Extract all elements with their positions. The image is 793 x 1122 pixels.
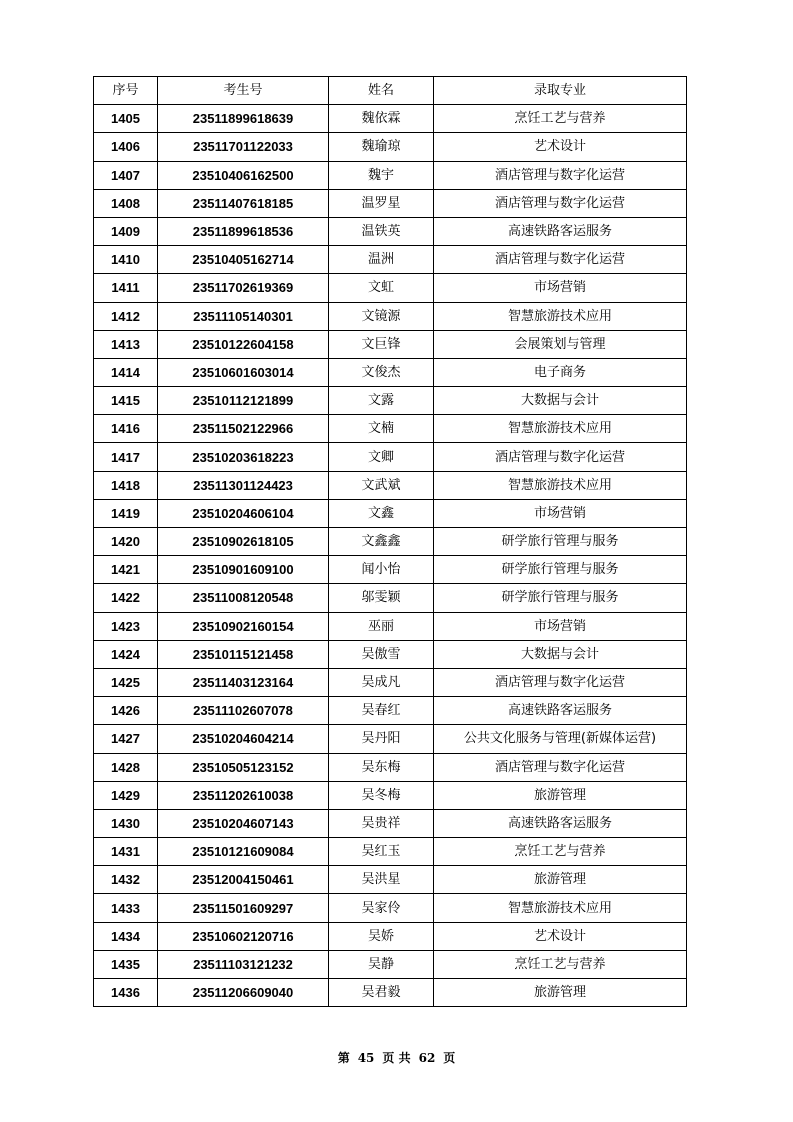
major-cell: 旅游管理 <box>434 781 687 809</box>
table-row <box>94 133 687 161</box>
current-page-number: 45 <box>357 1051 375 1065</box>
candidate-number-cell: 23510122604158 <box>158 330 329 358</box>
candidate-number-cell: 23510902160154 <box>158 612 329 640</box>
candidate-number-cell: 23510204604214 <box>158 725 329 753</box>
major-cell: 旅游管理 <box>434 866 687 894</box>
serial-number-cell: 1412 <box>94 302 158 330</box>
major-cell: 酒店管理与数字化运营 <box>434 443 687 471</box>
candidate-number-cell: 23511501609297 <box>158 894 329 922</box>
name-cell: 文俊杰 <box>329 358 434 386</box>
table-row <box>94 302 687 330</box>
table-row <box>94 330 687 358</box>
name-cell: 温洲 <box>329 246 434 274</box>
major-cell: 研学旅行管理与服务 <box>434 556 687 584</box>
major-cell: 智慧旅游技术应用 <box>434 894 687 922</box>
serial-number-cell: 1418 <box>94 471 158 499</box>
candidate-number-cell: 23510203618223 <box>158 443 329 471</box>
serial-number-cell: 1427 <box>94 725 158 753</box>
table-row <box>94 950 687 978</box>
name-cell: 吴君毅 <box>329 979 434 1007</box>
candidate-number-cell: 23510204607143 <box>158 809 329 837</box>
major-cell: 酒店管理与数字化运营 <box>434 668 687 696</box>
candidate-number-cell: 23511502122966 <box>158 415 329 443</box>
candidate-number-cell: 23511103121232 <box>158 950 329 978</box>
name-cell: 文露 <box>329 387 434 415</box>
serial-number-cell: 1411 <box>94 274 158 302</box>
serial-number-cell: 1421 <box>94 556 158 584</box>
table-row <box>94 358 687 386</box>
name-cell: 吴洪星 <box>329 866 434 894</box>
name-cell: 吴贵祥 <box>329 809 434 837</box>
major-cell: 艺术设计 <box>434 133 687 161</box>
name-cell: 闻小怡 <box>329 556 434 584</box>
table-row <box>94 499 687 527</box>
table-row <box>94 415 687 443</box>
serial-number-cell: 1405 <box>94 105 158 133</box>
table-row <box>94 640 687 668</box>
major-cell: 会展策划与管理 <box>434 330 687 358</box>
table-header-row <box>94 77 687 105</box>
major-cell: 智慧旅游技术应用 <box>434 302 687 330</box>
table-row <box>94 189 687 217</box>
name-cell: 邬雯颖 <box>329 584 434 612</box>
candidate-number-cell: 23510602120716 <box>158 922 329 950</box>
candidate-number-cell: 23510405162714 <box>158 246 329 274</box>
header-admitted-major: 录取专业 <box>434 77 687 105</box>
major-cell: 市场营销 <box>434 612 687 640</box>
candidate-number-cell: 23512004150461 <box>158 866 329 894</box>
major-cell: 大数据与会计 <box>434 387 687 415</box>
name-cell: 魏宇 <box>329 161 434 189</box>
major-cell: 高速铁路客运服务 <box>434 809 687 837</box>
table-row <box>94 528 687 556</box>
major-cell: 烹饪工艺与营养 <box>434 105 687 133</box>
major-cell: 研学旅行管理与服务 <box>434 528 687 556</box>
candidate-number-cell: 23510902618105 <box>158 528 329 556</box>
candidate-number-cell: 23511206609040 <box>158 979 329 1007</box>
table-row <box>94 443 687 471</box>
serial-number-cell: 1433 <box>94 894 158 922</box>
name-cell: 巫丽 <box>329 612 434 640</box>
name-cell: 吴傲雪 <box>329 640 434 668</box>
name-cell: 文卿 <box>329 443 434 471</box>
name-cell: 温铁英 <box>329 217 434 245</box>
serial-number-cell: 1414 <box>94 358 158 386</box>
candidate-number-cell: 23511008120548 <box>158 584 329 612</box>
serial-number-cell: 1422 <box>94 584 158 612</box>
name-cell: 魏瑜琼 <box>329 133 434 161</box>
serial-number-cell: 1406 <box>94 133 158 161</box>
major-cell: 智慧旅游技术应用 <box>434 471 687 499</box>
candidate-number-cell: 23510901609100 <box>158 556 329 584</box>
table-row <box>94 246 687 274</box>
name-cell: 文虹 <box>329 274 434 302</box>
table-row <box>94 217 687 245</box>
serial-number-cell: 1429 <box>94 781 158 809</box>
table-row <box>94 894 687 922</box>
serial-number-cell: 1413 <box>94 330 158 358</box>
serial-number-cell: 1435 <box>94 950 158 978</box>
page-footer <box>0 1049 793 1066</box>
candidate-number-cell: 23510601603014 <box>158 358 329 386</box>
name-cell: 文巨锋 <box>329 330 434 358</box>
name-cell: 魏依霖 <box>329 105 434 133</box>
serial-number-cell: 1419 <box>94 499 158 527</box>
major-cell: 高速铁路客运服务 <box>434 697 687 725</box>
major-cell: 公共文化服务与管理(新媒体运营) <box>434 725 687 753</box>
candidate-number-cell: 23510112121899 <box>158 387 329 415</box>
serial-number-cell: 1409 <box>94 217 158 245</box>
serial-number-cell: 1408 <box>94 189 158 217</box>
table-row <box>94 556 687 584</box>
name-cell: 温罗星 <box>329 189 434 217</box>
table-row <box>94 105 687 133</box>
major-cell: 电子商务 <box>434 358 687 386</box>
candidate-number-cell: 23511702619369 <box>158 274 329 302</box>
name-cell: 文鑫 <box>329 499 434 527</box>
name-cell: 吴静 <box>329 950 434 978</box>
name-cell: 吴家伶 <box>329 894 434 922</box>
candidate-number-cell: 23510121609084 <box>158 838 329 866</box>
table-row <box>94 838 687 866</box>
admission-table <box>93 76 687 1007</box>
serial-number-cell: 1425 <box>94 668 158 696</box>
table-row <box>94 387 687 415</box>
major-cell: 市场营销 <box>434 499 687 527</box>
candidate-number-cell: 23511403123164 <box>158 668 329 696</box>
table-body <box>94 105 687 1007</box>
table-row <box>94 753 687 781</box>
serial-number-cell: 1424 <box>94 640 158 668</box>
candidate-number-cell: 23511899618639 <box>158 105 329 133</box>
candidate-number-cell: 23510406162500 <box>158 161 329 189</box>
header-candidate-number: 考生号 <box>158 77 329 105</box>
candidate-number-cell: 23510204606104 <box>158 499 329 527</box>
major-cell: 烹饪工艺与营养 <box>434 950 687 978</box>
candidate-number-cell: 23511301124423 <box>158 471 329 499</box>
major-cell: 艺术设计 <box>434 922 687 950</box>
name-cell: 吴东梅 <box>329 753 434 781</box>
serial-number-cell: 1407 <box>94 161 158 189</box>
table-row <box>94 809 687 837</box>
major-cell: 大数据与会计 <box>434 640 687 668</box>
major-cell: 研学旅行管理与服务 <box>434 584 687 612</box>
candidate-number-cell: 23511407618185 <box>158 189 329 217</box>
serial-number-cell: 1430 <box>94 809 158 837</box>
candidate-number-cell: 23511105140301 <box>158 302 329 330</box>
major-cell: 烹饪工艺与营养 <box>434 838 687 866</box>
table-row <box>94 471 687 499</box>
major-cell: 市场营销 <box>434 274 687 302</box>
table-row <box>94 781 687 809</box>
name-cell: 吴红玉 <box>329 838 434 866</box>
name-cell: 吴冬梅 <box>329 781 434 809</box>
major-cell: 高速铁路客运服务 <box>434 217 687 245</box>
candidate-number-cell: 23511701122033 <box>158 133 329 161</box>
candidate-number-cell: 23510505123152 <box>158 753 329 781</box>
header-name: 姓名 <box>329 77 434 105</box>
name-cell: 吴春红 <box>329 697 434 725</box>
table-row <box>94 866 687 894</box>
table-row <box>94 922 687 950</box>
major-cell: 酒店管理与数字化运营 <box>434 161 687 189</box>
name-cell: 文楠 <box>329 415 434 443</box>
serial-number-cell: 1410 <box>94 246 158 274</box>
header-serial-number: 序号 <box>94 77 158 105</box>
table-row <box>94 161 687 189</box>
serial-number-cell: 1428 <box>94 753 158 781</box>
major-cell: 酒店管理与数字化运营 <box>434 753 687 781</box>
serial-number-cell: 1432 <box>94 866 158 894</box>
major-cell: 旅游管理 <box>434 979 687 1007</box>
major-cell: 智慧旅游技术应用 <box>434 415 687 443</box>
table-row <box>94 274 687 302</box>
footer-prefix: 第 <box>337 1051 350 1065</box>
table-row <box>94 584 687 612</box>
table-row <box>94 697 687 725</box>
name-cell: 文鑫鑫 <box>329 528 434 556</box>
name-cell: 吴成凡 <box>329 668 434 696</box>
table-row <box>94 612 687 640</box>
total-page-count: 62 <box>418 1051 436 1065</box>
major-cell: 酒店管理与数字化运营 <box>434 189 687 217</box>
serial-number-cell: 1434 <box>94 922 158 950</box>
table-row <box>94 979 687 1007</box>
serial-number-cell: 1423 <box>94 612 158 640</box>
candidate-number-cell: 23511202610038 <box>158 781 329 809</box>
candidate-number-cell: 23510115121458 <box>158 640 329 668</box>
name-cell: 吴丹阳 <box>329 725 434 753</box>
table-row <box>94 725 687 753</box>
name-cell: 吴娇 <box>329 922 434 950</box>
table-row <box>94 668 687 696</box>
name-cell: 文镜源 <box>329 302 434 330</box>
serial-number-cell: 1426 <box>94 697 158 725</box>
serial-number-cell: 1431 <box>94 838 158 866</box>
serial-number-cell: 1417 <box>94 443 158 471</box>
name-cell: 文武斌 <box>329 471 434 499</box>
footer-suffix: 页 <box>443 1051 456 1065</box>
footer-middle: 页 共 <box>382 1051 411 1065</box>
major-cell: 酒店管理与数字化运营 <box>434 246 687 274</box>
serial-number-cell: 1436 <box>94 979 158 1007</box>
serial-number-cell: 1420 <box>94 528 158 556</box>
serial-number-cell: 1415 <box>94 387 158 415</box>
candidate-number-cell: 23511102607078 <box>158 697 329 725</box>
candidate-number-cell: 23511899618536 <box>158 217 329 245</box>
serial-number-cell: 1416 <box>94 415 158 443</box>
